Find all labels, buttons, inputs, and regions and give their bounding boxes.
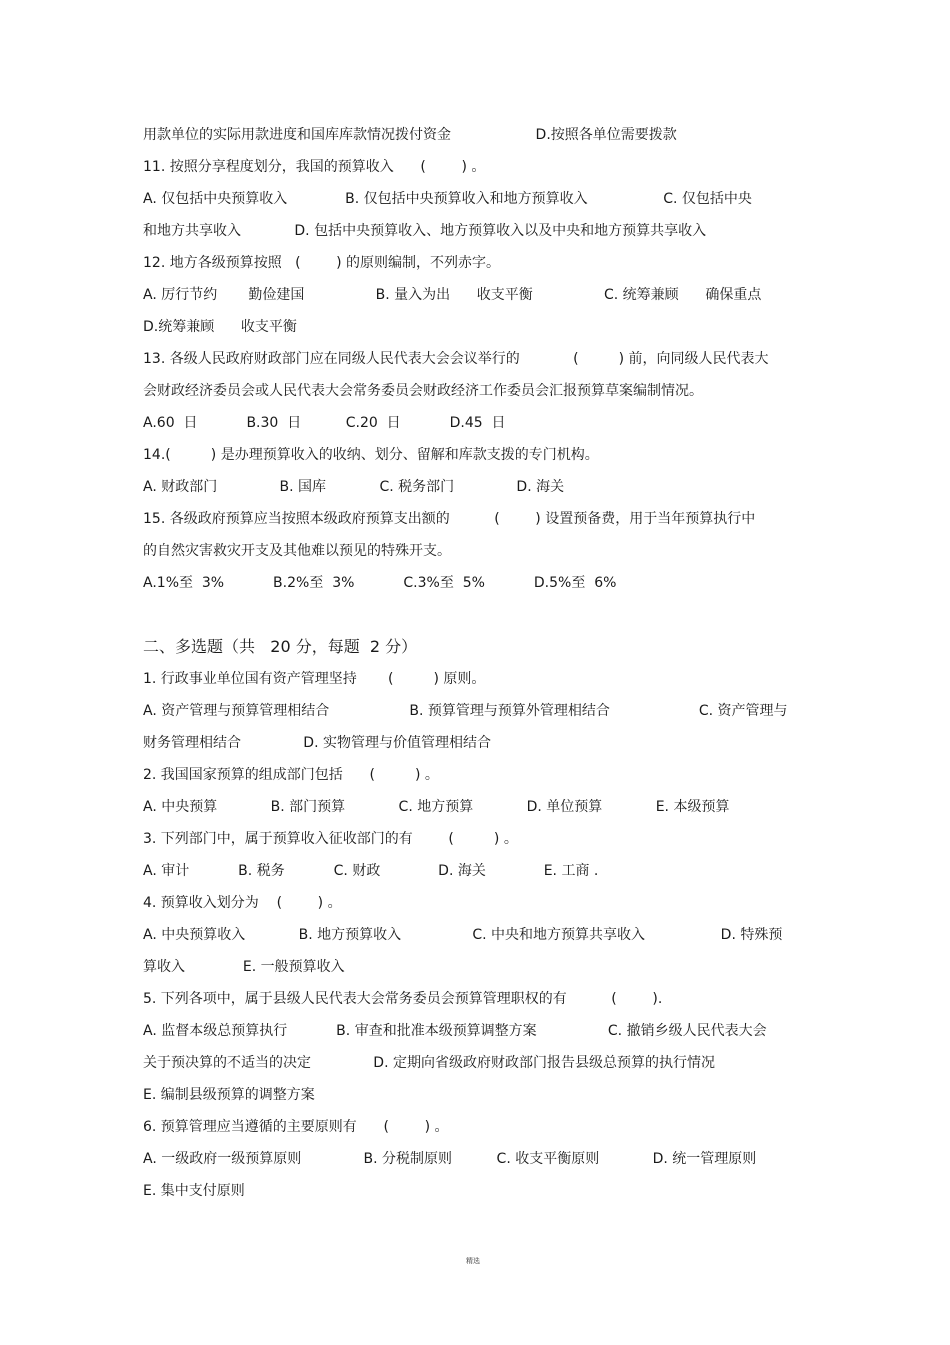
question-14: 14.( ) 是办理预算收入的收纳、划分、留解和库款支拨的专门机构。	[143, 447, 599, 463]
mc-question-1-options-1: A. 资产管理与预算管理相结合 B. 预算管理与预算外管理相结合 C. 资产管理与	[143, 703, 788, 719]
mc-question-4-options-1: A. 中央预算收入 B. 地方预算收入 C. 中央和地方预算共享收入 D. 特殊预	[143, 927, 783, 943]
mc-question-6-options-1: A. 一级政府一级预算原则 B. 分税制原则 C. 收支平衡原则 D. 统一管理原则	[143, 1151, 757, 1167]
question-15-line-1: 15. 各级政府预算应当按照本级政府预算支出额的 ( ) 设置预备费，用于当年预算执行中	[143, 511, 756, 527]
mc-question-5: 5. 下列各项中，属于县级人民代表大会常务委员会预算管理职权的有 ( ).	[143, 991, 663, 1007]
section-heading: 二、多选题（共 20 分，每题 2 分）	[143, 637, 418, 656]
mc-question-3: 3. 下列部门中，属于预算收入征收部门的有 ( ) 。	[143, 831, 518, 847]
mc-question-2-options: A. 中央预算 B. 部门预算 C. 地方预算 D. 单位预算 E. 本级预算	[143, 799, 730, 815]
question-14-options: A. 财政部门 B. 国库 C. 税务部门 D. 海关	[143, 479, 565, 495]
mc-question-6: 6. 预算管理应当遵循的主要原则有 ( ) 。	[143, 1119, 449, 1135]
question-15-line-2: 的自然灾害救灾开支及其他难以预见的特殊开支。	[143, 543, 451, 559]
page-footer: 精选	[466, 1257, 480, 1265]
mc-question-5-options-3: E. 编制县级预算的调整方案	[143, 1087, 315, 1103]
mc-question-1: 1. 行政事业单位国有资产管理坚持 ( ) 原则。	[143, 671, 486, 687]
mc-question-5-options-1: A. 监督本级总预算执行 B. 审查和批准本级预算调整方案 C. 撤销乡级人民代表大会	[143, 1023, 767, 1039]
question-12: 12. 地方各级预算按照 ( ) 的原则编制，不列赤字。	[143, 255, 501, 271]
question-11: 11. 按照分享程度划分，我国的预算收入 ( ) 。	[143, 159, 486, 175]
question-15-options: A.1%至 3% B.2%至 3% C.3%至 5% D.5%至 6%	[143, 575, 617, 591]
mc-question-4: 4. 预算收入划分为 ( ) 。	[143, 895, 342, 911]
mc-question-4-options-2: 算收入 E. 一般预算收入	[143, 959, 345, 975]
mc-question-3-options: A. 审计 B. 税务 C. 财政 D. 海关 E. 工商 .	[143, 863, 599, 879]
mc-question-5-options-2: 关于预决算的不适当的决定 D. 定期向省级政府财政部门报告县级总预算的执行情况	[143, 1055, 715, 1071]
question-11-options-2: 和地方共享收入 D. 包括中央预算收入、地方预算收入以及中央和地方预算共享收入	[143, 223, 707, 239]
mc-question-6-options-2: E. 集中支付原则	[143, 1183, 245, 1199]
question-11-options-1: A. 仅包括中央预算收入 B. 仅包括中央预算收入和地方预算收入 C. 仅包括中央	[143, 191, 752, 207]
question-13-options: A.60 日 B.30 日 C.20 日 D.45 日	[143, 415, 506, 431]
mc-question-2: 2. 我国国家预算的组成部门包括 ( ) 。	[143, 767, 439, 783]
mc-question-1-options-2: 财务管理相结合 D. 实物管理与价值管理相结合	[143, 735, 491, 751]
text-line-1: 用款单位的实际用款进度和国库库款情况拨付资金 D.按照各单位需要拨款	[143, 127, 677, 143]
question-12-options-2: D.统筹兼顾 收支平衡	[143, 319, 297, 335]
question-13-line-1: 13. 各级人民政府财政部门应在同级人民代表大会会议举行的 ( ) 前，向同级人民代表大	[143, 351, 769, 367]
question-13-line-2: 会财政经济委员会或人民代表大会常务委员会财政经济工作委员会汇报预算草案编制情况。	[143, 383, 703, 399]
question-12-options-1: A. 厉行节约 勤俭建国 B. 量入为出 收支平衡 C. 统筹兼顾 确保重点	[143, 287, 762, 303]
